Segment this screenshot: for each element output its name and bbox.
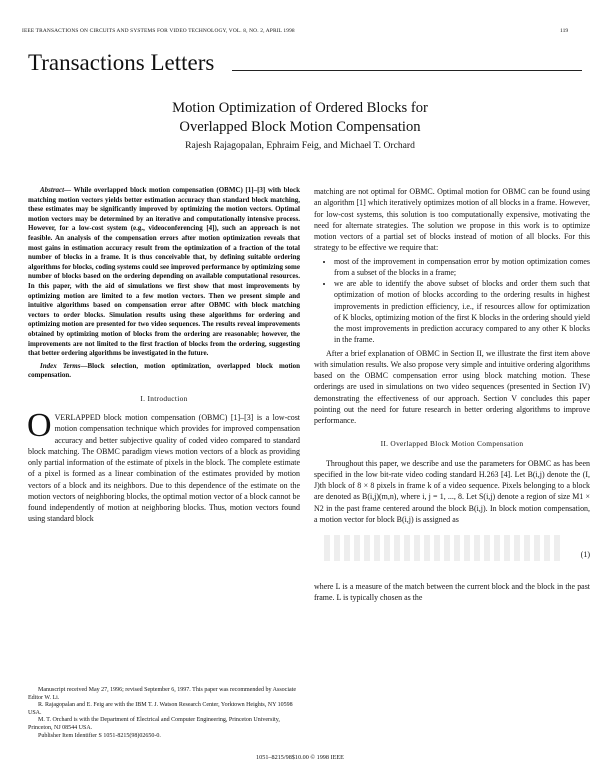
right-paragraph-2: After a brief explanation of OBMC in Section II, we illustrate the first item above with simulation results. We also propose very simple and intuitive ordering algorithms based on the OBMC compensation error using block matching motion. These orderings are used in simulations on two video sequences (presented in Section IV) demonstrating the effectiveness of our approach. Section V concludes this paper pointing out the need for future research in better ordering algorithms to improve performance. (314, 348, 590, 425)
right-paragraph-1: matching are not optimal for OBMC. Optimal motion for OBMC can be found using an algorithm [1] which iteratively optimizes motion of all blocks in a frame. However, for low-cost systems, this solution is too computationally expensive, motivating the need for alternate strategies. The solution we propose in this work is to optimize motion vectors of a partial set of blocks instead of motion of all blocks. For this strategy to be effective we require that: (314, 187, 590, 253)
section-label: Transactions Letters (28, 50, 215, 75)
left-column (28, 186, 300, 525)
author-list: Rajesh Rajagopalan, Ephraim Feig, and Michael T. Orchard (185, 140, 415, 151)
equation-1 (314, 529, 590, 575)
list-item: • most of the improvement in compensation error by motion optimization comes from a subset of the blocks in a frame; (334, 256, 590, 279)
abstract-text: While overlapped block motion compensation (OBMC) [1]–[3] with block matching motion vectors yields better estimation accuracy than standard block matching, these estimates may be significantly improved by optimizing the motion vectors. Optimal motion vectors may be determined by an iterative and computationally intensive process. However, for a low-cost system (e.g., videoconferencing [4]), such an approach is not feasible. An analysis of the compensation errors after motion optimization reveals that most gains in estimation accuracy result from the optimization of a fraction of the total number of blocks in a frame. It is thus conceivable that, by defining suitable ordering algorithms for blocks, coding systems could see improved performance by optimizing some number of blocks based on the ordering depending on available computational resources. In this paper, with the aid of simulations we first show that most improvements by optimizing motion are limited to a few motion vectors. Then we present simple and intuitive algorithms based on compensation error after OBMC with block matching vectors to order blocks. Simulation results using these algorithms for ordering and optimizing motion are presented for two video sequences. The results reveal improvements obtained by optimizing motion of blocks from the ordering are reasonable; however, the improvements are not limited to the first fraction of blocks from the ordering, suggesting that better ordering algorithms be investigated in the future. (28, 186, 300, 358)
intro-text: VERLAPPED block motion compensation (OBMC) [1]–[3] is a low-cost motion compensation technique which provides for improved compensation accuracy and better subjective quality of coded video compared to standard block matching. The OBMC paradigm views motion vectors of a block as providing only partial information of the estimate of pixels in the block. The complete estimate of a pixel is formed as a linear combination of the estimates provided by motion vectors of a block and its neighbors. Due to this dependence of the estimate on the motion vectors of neighboring blocks, the optimal motion vector of a block cannot be found independently of motion at neighboring blocks. Thus, motion vectors found using standard block (28, 413, 300, 524)
paper-title-line1: Motion Optimization of Ordered Blocks for (172, 100, 428, 116)
obmc-heading: II. Overlapped Block Motion Compensation (380, 439, 524, 449)
requirements-list (314, 256, 590, 346)
list-item: • we are able to identify the above subset of blocks and order them such that optimization of motion of blocks according to the ordering results in highest improvements in prediction efficiency, i.e., if resources allow for optimization of K blocks, optimizing motion of the first K blocks in the ordering should yield the most improvements in prediction accuracy compared to any other K blocks in the frame. (334, 278, 590, 346)
index-terms-lead: Index Terms (40, 361, 81, 370)
intro-paragraph (27, 407, 300, 525)
index-terms (28, 362, 300, 381)
running-header: IEEE TRANSACTIONS ON CIRCUITS AND SYSTEMS FOR VIDEO TECHNOLOGY, VOL. 8, NO. 2, APRIL 1998 (22, 28, 295, 34)
obmc-paragraph-2: where L is a measure of the match between the current block and the block in the past frame. L is typically chosen as the (314, 582, 590, 603)
paper-title-line2: Overlapped Block Motion Compensation (179, 119, 421, 135)
footnote-affil-2: M. T. Orchard is with the Department of Electrical and Computer Engineering, Princeton University, Princeton, NJ 08544 USA. (28, 717, 280, 731)
abstract-lead: Abstract— (40, 186, 72, 194)
page-number: 119 (560, 28, 569, 34)
index-terms-text: —Block selection, motion optimization, overlapped block motion compensation. (28, 361, 300, 380)
right-column (314, 186, 590, 604)
intro-heading: I. Introduction (140, 393, 188, 403)
drop-cap: O (27, 407, 52, 445)
abstract (28, 186, 300, 359)
obmc-paragraph-1: Throughout this paper, we describe and use the parameters for OBMC as has been specified in the low bit-rate video coding standard H.263 [4]. Let B(i,j) denote the (I, J)th block of 8 × 8 pixels in frame k of a video sequence. Pixels belonging to a block are denoted as B(i,j)(m,n), where i, j = 1, ..., 8. Let S(i,j) denote a region of size M1 × N2 in the past frame centered around the block B(i,j). In block motion compensation, a motion vector for block B(i,j) is assigned as (314, 458, 590, 524)
equation-number: (1) (580, 550, 590, 559)
section-rule (232, 70, 582, 71)
footnote-received: Manuscript received May 27, 1996; revised September 6, 1997. This paper was recommended by Associate Editor W. Li. (28, 687, 296, 701)
footnote-identifier: Publisher Item Identifier S 1051-8215(98)02650-0. (38, 732, 161, 739)
copyright-footer: 1051–8215/98$10.00 © 1998 IEEE (256, 754, 344, 761)
footnotes (28, 687, 300, 740)
equation-body (324, 535, 560, 561)
footnote-affil-1: R. Rajagopalan and E. Feig are with the IBM T. J. Watson Research Center, Yorktown Heights, NY 10598 USA. (28, 702, 293, 716)
